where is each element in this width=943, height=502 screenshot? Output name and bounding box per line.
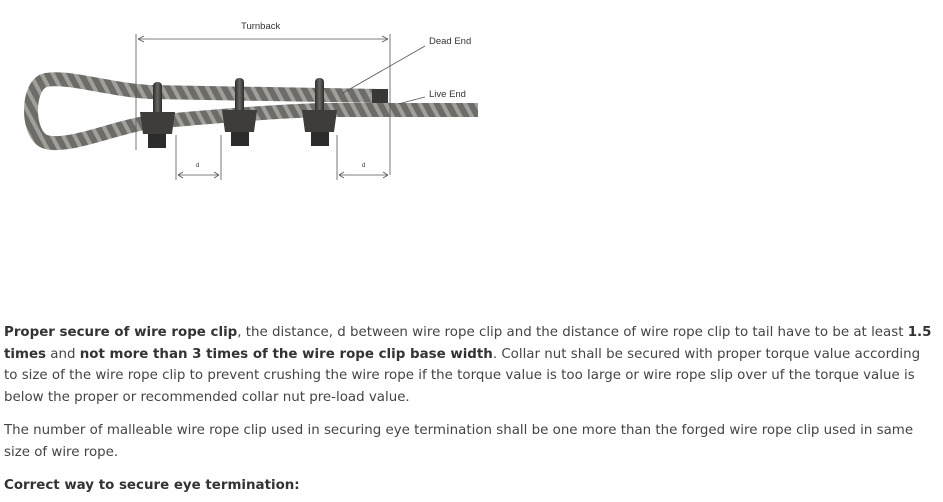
clip-spacing-d-label: d <box>196 163 200 169</box>
dead-end-label: Dead End <box>429 36 472 47</box>
paragraph-text-a: , the distance, d between wire rope clip and the distance of wire rope clip to tail have to be at least <box>237 325 908 340</box>
section-heading: Correct way to secure eye termination: <box>4 478 300 493</box>
turnback-label: Turnback <box>241 21 281 32</box>
article-content <box>4 322 934 497</box>
bold-max-text: not more than 3 times of the wire rope clip base width <box>79 346 493 362</box>
paragraph-text-b: and <box>46 346 80 362</box>
dead-end-leader <box>343 46 425 93</box>
rope-dead-end <box>150 89 388 103</box>
tail-distance-d-label: d <box>362 163 366 169</box>
paragraph-clip-spacing <box>4 322 934 408</box>
paragraph-malleable-clip: The number of malleable wire rope clip used in securing eye termination shall be one more than the forged wire rope clip used in same size of wire rope. <box>4 423 914 460</box>
paragraph-text-c: . Collar nut shall be secured with proper torque value according to size of the wire rope clip to prevent crushing the wire rope if the torque value is too large or wire rope slip over uf the torque value is below the proper or recommended collar nut pre-load value. <box>4 346 921 405</box>
clip-spacing-dimension <box>176 135 221 180</box>
tail-distance-dimension <box>337 135 388 180</box>
live-end-leader <box>398 97 425 104</box>
live-end-label: Live End <box>429 89 466 100</box>
rope-eye-loop <box>31 79 150 143</box>
lead-bold-text: Proper secure of wire rope clip <box>4 325 238 340</box>
rope-tail-seizing <box>372 89 388 103</box>
bold-min-text: 1.5 times <box>4 325 932 362</box>
